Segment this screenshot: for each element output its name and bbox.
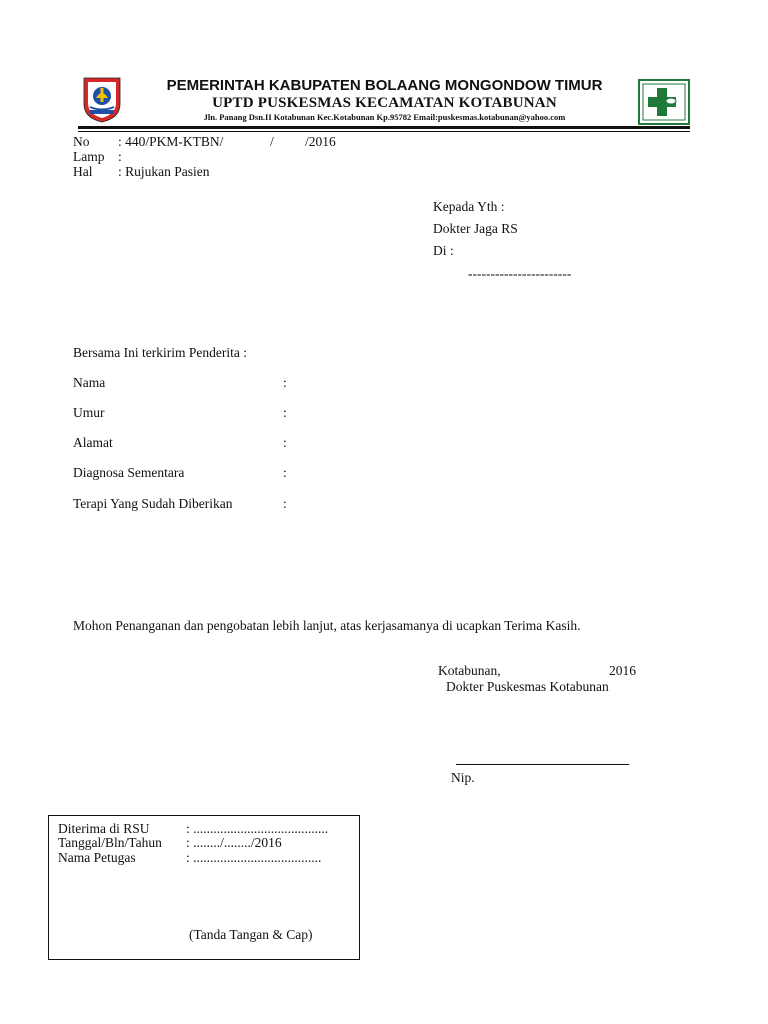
field-label: Terapi Yang Sudah Diberikan: [73, 496, 233, 511]
receipt-officer-value: : ......................................: [186, 850, 322, 865]
letterhead-rule-thin: [78, 131, 690, 132]
letterhead-government: PEMERINTAH KABUPATEN BOLAANG MONGONDOW TIMUR: [166, 77, 603, 94]
field-colon: :: [283, 435, 287, 450]
receipt-date-label: Tanggal/Bln/Tahun: [58, 835, 162, 850]
recipient-name: Dokter Jaga RS: [433, 221, 518, 236]
field-colon: :: [283, 375, 287, 390]
field-colon: :: [283, 465, 287, 480]
closing-text: Mohon Penanganan dan pengobatan lebih lanjut, atas kerjasamanya di ucapkan Terima Kasih.: [73, 618, 581, 633]
recipient-location-blank: -----------------------: [468, 266, 572, 281]
hal-value: : Rujukan Pasien: [118, 164, 210, 179]
signature-line: [456, 764, 629, 765]
recipient-greeting: Kepada Yth :: [433, 199, 505, 214]
field-colon: :: [283, 496, 287, 511]
signature-place: Kotabunan,: [438, 663, 501, 678]
puskesmas-cross-icon: [638, 79, 690, 125]
field-label: Alamat: [73, 435, 113, 450]
field-label: Nama: [73, 375, 106, 390]
letterhead-rule-thick: [78, 126, 690, 129]
signature-year: 2016: [609, 663, 636, 678]
recipient-location-label: Di :: [433, 243, 454, 258]
receipt-received-label: Diterima di RSU: [58, 821, 150, 836]
no-label: No: [73, 134, 90, 149]
lamp-label: Lamp: [73, 149, 105, 164]
no-value: : 440/PKM-KTBN/: [118, 134, 224, 149]
field-label: Diagnosa Sementara: [73, 465, 185, 480]
lamp-value: :: [118, 149, 122, 164]
intro-text: Bersama Ini terkirim Penderita :: [73, 345, 247, 360]
receipt-date-value: : ......../......../2016: [186, 835, 282, 850]
letterhead-address: Jln. Panang Dsn.II Kotabunan Kec.Kotabunan Kp.95782 Email:puskesmas.kotabunan@yahoo.com: [203, 112, 566, 122]
regency-emblem-icon: [78, 74, 126, 124]
receipt-officer-label: Nama Petugas: [58, 850, 136, 865]
field-label: Umur: [73, 405, 105, 420]
letterhead-institution: UPTD PUSKESMAS KECAMATAN KOTABUNAN: [212, 95, 557, 111]
hal-label: Hal: [73, 164, 93, 179]
signature-title: Dokter Puskesmas Kotabunan: [446, 679, 609, 694]
receipt-received-value: : ........................................: [186, 821, 329, 836]
receipt-sign-note: (Tanda Tangan & Cap): [189, 927, 313, 942]
signature-nip: Nip.: [451, 770, 475, 785]
no-year: /2016: [305, 134, 336, 149]
field-colon: :: [283, 405, 287, 420]
no-separator: /: [270, 134, 274, 149]
